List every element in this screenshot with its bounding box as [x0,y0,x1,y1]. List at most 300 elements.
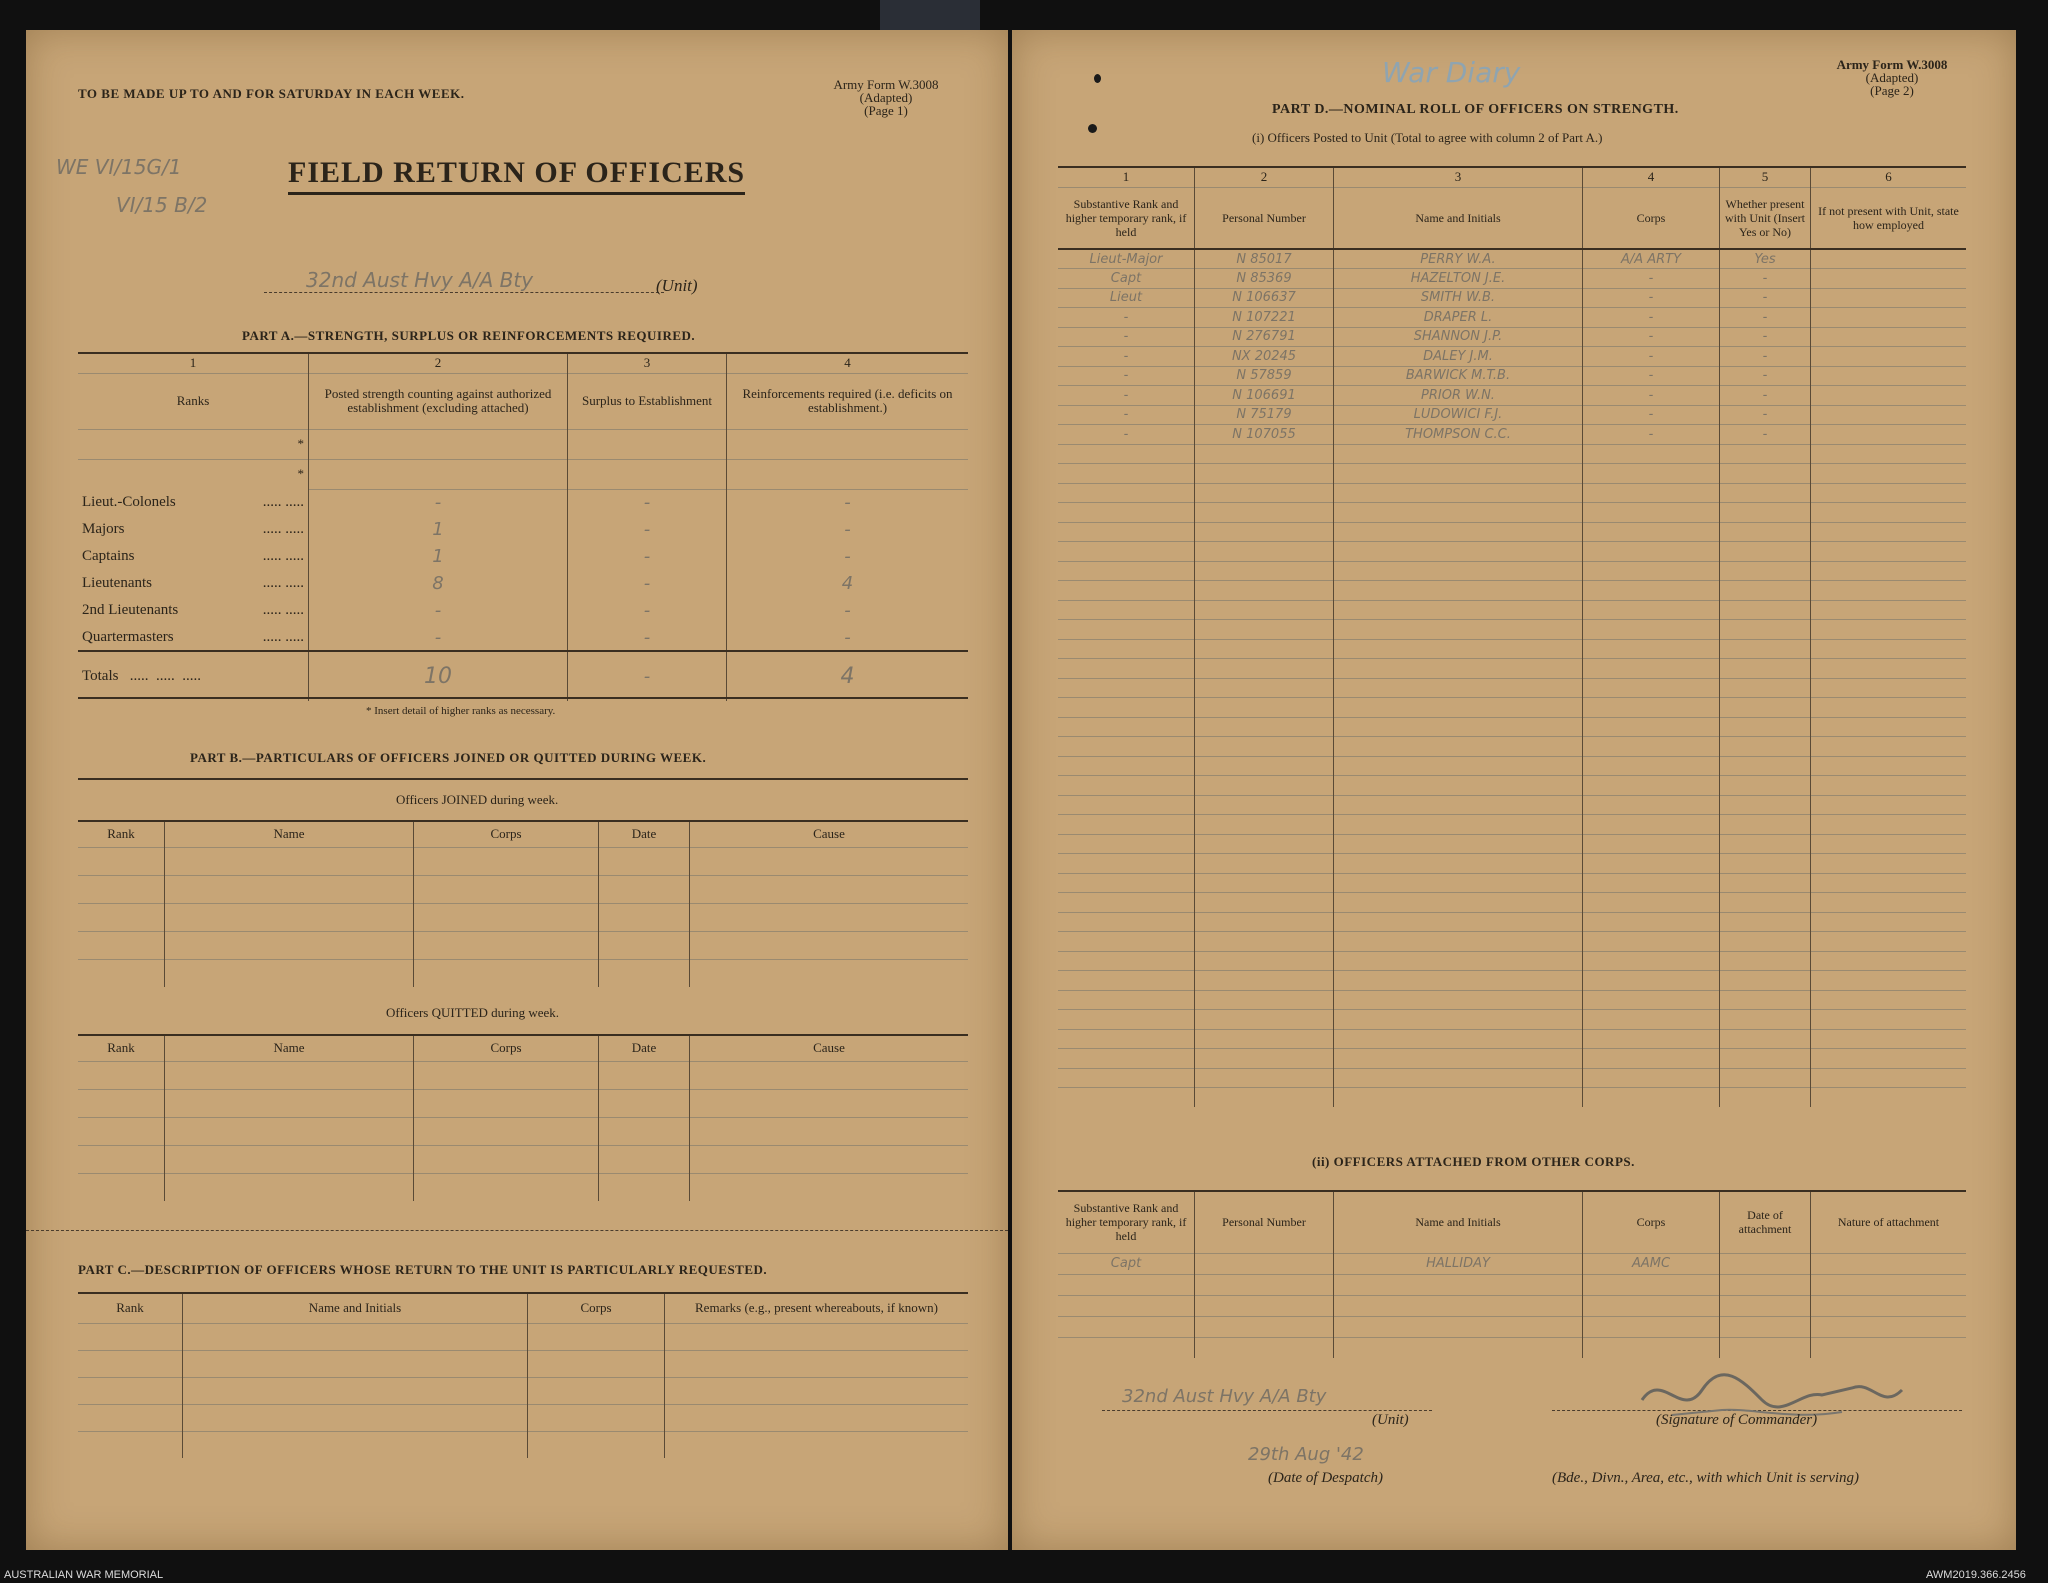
officer-present[interactable]: - [1720,269,1811,289]
attached-rank[interactable] [1058,1274,1195,1295]
officer-present[interactable] [1720,698,1811,718]
officer-number[interactable] [1195,678,1334,698]
officer-rank[interactable] [1058,795,1195,815]
officer-rank[interactable]: Lieut-Major [1058,249,1195,269]
officer-name[interactable] [1334,600,1583,620]
officer-rank[interactable]: - [1058,366,1195,386]
officer-name[interactable]: PRIOR W.N. [1334,386,1583,406]
officer-name[interactable] [1334,776,1583,796]
officer-number[interactable] [1195,542,1334,562]
officer-name[interactable] [1334,464,1583,484]
officer-rank[interactable] [1058,756,1195,776]
attached-name[interactable] [1334,1337,1583,1358]
officer-rank[interactable] [1058,1088,1195,1108]
officer-name[interactable] [1334,990,1583,1010]
table-cell[interactable] [78,1404,183,1431]
table-cell[interactable] [528,1350,665,1377]
officer-employed[interactable] [1811,600,1967,620]
officer-rank[interactable]: - [1058,308,1195,328]
officer-corps[interactable] [1583,503,1720,523]
table-cell[interactable] [599,1089,690,1117]
officer-name[interactable] [1334,854,1583,874]
officer-employed[interactable] [1811,542,1967,562]
officer-present[interactable] [1720,756,1811,776]
officer-present[interactable]: - [1720,366,1811,386]
attached-nature[interactable] [1811,1316,1967,1337]
officer-rank[interactable] [1058,698,1195,718]
officer-corps[interactable] [1583,1010,1720,1030]
attached-number[interactable] [1195,1253,1334,1274]
table-cell[interactable] [414,959,599,987]
attached-name[interactable] [1334,1316,1583,1337]
officer-name[interactable] [1334,717,1583,737]
table-cell[interactable] [690,1117,969,1145]
officer-rank[interactable] [1058,737,1195,757]
table-cell[interactable] [690,1061,969,1089]
officer-corps[interactable] [1583,893,1720,913]
officer-present[interactable]: - [1720,386,1811,406]
officer-corps[interactable]: - [1583,405,1720,425]
officer-number[interactable]: N 85369 [1195,269,1334,289]
officer-employed[interactable] [1811,854,1967,874]
officer-corps[interactable] [1583,756,1720,776]
officer-present[interactable] [1720,912,1811,932]
officer-corps[interactable] [1583,678,1720,698]
officer-corps[interactable] [1583,600,1720,620]
officer-rank[interactable]: Capt [1058,269,1195,289]
officer-number[interactable] [1195,659,1334,679]
table-cell[interactable] [414,1117,599,1145]
attached-corps[interactable] [1583,1337,1720,1358]
officer-number[interactable] [1195,444,1334,464]
officer-employed[interactable] [1811,951,1967,971]
table-cell[interactable] [690,875,969,903]
officer-present[interactable] [1720,795,1811,815]
officer-name[interactable] [1334,951,1583,971]
officer-rank[interactable]: - [1058,425,1195,445]
officer-rank[interactable] [1058,893,1195,913]
table-cell[interactable] [665,1404,969,1431]
officer-number[interactable] [1195,815,1334,835]
officer-number[interactable] [1195,639,1334,659]
officer-employed[interactable] [1811,834,1967,854]
officer-present[interactable]: - [1720,327,1811,347]
table-cell[interactable] [78,875,165,903]
officer-number[interactable] [1195,776,1334,796]
officer-rank[interactable] [1058,483,1195,503]
officer-number[interactable] [1195,756,1334,776]
officer-employed[interactable] [1811,269,1967,289]
officer-employed[interactable] [1811,776,1967,796]
officer-number[interactable] [1195,717,1334,737]
attached-date[interactable] [1720,1253,1811,1274]
officer-name[interactable] [1334,971,1583,991]
officer-rank[interactable] [1058,581,1195,601]
officer-employed[interactable] [1811,425,1967,445]
officer-name[interactable] [1334,581,1583,601]
officer-present[interactable] [1720,834,1811,854]
officer-number[interactable]: NX 20245 [1195,347,1334,367]
officer-present[interactable]: - [1720,405,1811,425]
table-cell[interactable] [183,1350,528,1377]
officer-name[interactable] [1334,659,1583,679]
officer-rank[interactable] [1058,776,1195,796]
table-cell[interactable] [690,1173,969,1201]
officer-number[interactable]: N 107055 [1195,425,1334,445]
officer-corps[interactable] [1583,854,1720,874]
officer-employed[interactable] [1811,717,1967,737]
officer-present[interactable] [1720,717,1811,737]
officer-corps[interactable]: - [1583,386,1720,406]
officer-corps[interactable] [1583,1049,1720,1069]
attached-name[interactable] [1334,1274,1583,1295]
officer-employed[interactable] [1811,483,1967,503]
table-cell[interactable] [690,1145,969,1173]
table-cell[interactable] [165,847,414,875]
attached-corps[interactable]: AAMC [1583,1253,1720,1274]
attached-number[interactable] [1195,1274,1334,1295]
officer-present[interactable] [1720,776,1811,796]
officer-number[interactable] [1195,1088,1334,1108]
officer-employed[interactable] [1811,366,1967,386]
officer-name[interactable]: HAZELTON J.E. [1334,269,1583,289]
officer-name[interactable]: SMITH W.B. [1334,288,1583,308]
attached-nature[interactable] [1811,1295,1967,1316]
officer-number[interactable]: N 106637 [1195,288,1334,308]
officer-present[interactable] [1720,990,1811,1010]
officer-present[interactable] [1720,581,1811,601]
officer-number[interactable]: N 57859 [1195,366,1334,386]
attached-corps[interactable] [1583,1295,1720,1316]
officer-corps[interactable]: - [1583,308,1720,328]
officer-number[interactable] [1195,912,1334,932]
attached-name[interactable]: HALLIDAY [1334,1253,1583,1274]
officer-rank[interactable] [1058,1068,1195,1088]
officer-rank[interactable] [1058,444,1195,464]
officer-present[interactable] [1720,522,1811,542]
table-cell[interactable] [165,1061,414,1089]
officer-employed[interactable] [1811,581,1967,601]
attached-corps[interactable] [1583,1274,1720,1295]
officer-rank[interactable] [1058,834,1195,854]
officer-rank[interactable] [1058,912,1195,932]
officer-present[interactable] [1720,483,1811,503]
table-cell[interactable] [690,903,969,931]
table-cell[interactable] [599,1173,690,1201]
officer-present[interactable]: - [1720,288,1811,308]
officer-employed[interactable] [1811,308,1967,328]
table-cell[interactable] [183,1404,528,1431]
officer-employed[interactable] [1811,659,1967,679]
table-cell[interactable] [78,1117,165,1145]
officer-present[interactable] [1720,1029,1811,1049]
table-cell[interactable] [528,1377,665,1404]
officer-employed[interactable] [1811,737,1967,757]
table-cell[interactable] [414,1061,599,1089]
officer-present[interactable] [1720,854,1811,874]
officer-rank[interactable] [1058,542,1195,562]
officer-employed[interactable] [1811,990,1967,1010]
officer-number[interactable] [1195,1010,1334,1030]
officer-corps[interactable] [1583,737,1720,757]
officer-rank[interactable] [1058,932,1195,952]
officer-employed[interactable] [1811,405,1967,425]
officer-name[interactable] [1334,698,1583,718]
table-cell[interactable] [78,847,165,875]
officer-corps[interactable]: - [1583,347,1720,367]
officer-name[interactable]: BARWICK M.T.B. [1334,366,1583,386]
officer-corps[interactable] [1583,834,1720,854]
officer-present[interactable] [1720,1088,1811,1108]
table-cell[interactable] [414,1145,599,1173]
table-cell[interactable] [165,959,414,987]
officer-name[interactable] [1334,1068,1583,1088]
officer-corps[interactable] [1583,1068,1720,1088]
officer-employed[interactable] [1811,795,1967,815]
officer-corps[interactable] [1583,581,1720,601]
officer-employed[interactable] [1811,386,1967,406]
officer-present[interactable]: Yes [1720,249,1811,269]
officer-corps[interactable] [1583,464,1720,484]
attached-number[interactable] [1195,1295,1334,1316]
officer-name[interactable] [1334,503,1583,523]
officer-present[interactable] [1720,542,1811,562]
officer-employed[interactable] [1811,1068,1967,1088]
officer-present[interactable] [1720,678,1811,698]
officer-corps[interactable]: - [1583,269,1720,289]
officer-employed[interactable] [1811,464,1967,484]
table-cell[interactable] [414,931,599,959]
table-cell[interactable] [599,1061,690,1089]
officer-present[interactable]: - [1720,347,1811,367]
officer-name[interactable] [1334,756,1583,776]
officer-present[interactable] [1720,659,1811,679]
officer-rank[interactable] [1058,639,1195,659]
officer-corps[interactable] [1583,795,1720,815]
officer-name[interactable]: DALEY J.M. [1334,347,1583,367]
officer-rank[interactable] [1058,971,1195,991]
officer-number[interactable] [1195,854,1334,874]
officer-present[interactable] [1720,639,1811,659]
officer-name[interactable] [1334,1010,1583,1030]
officer-employed[interactable] [1811,756,1967,776]
attached-nature[interactable] [1811,1274,1967,1295]
table-cell[interactable] [78,931,165,959]
table-cell[interactable] [599,903,690,931]
officer-rank[interactable] [1058,717,1195,737]
officer-rank[interactable]: - [1058,386,1195,406]
officer-present[interactable] [1720,932,1811,952]
officer-number[interactable]: N 85017 [1195,249,1334,269]
officer-employed[interactable] [1811,347,1967,367]
officer-present[interactable] [1720,893,1811,913]
table-cell[interactable] [599,875,690,903]
officer-present[interactable] [1720,971,1811,991]
officer-employed[interactable] [1811,1049,1967,1069]
officer-present[interactable] [1720,444,1811,464]
officer-rank[interactable] [1058,659,1195,679]
table-cell[interactable] [665,1431,969,1458]
attached-date[interactable] [1720,1274,1811,1295]
officer-number[interactable] [1195,893,1334,913]
officer-number[interactable] [1195,464,1334,484]
attached-rank[interactable] [1058,1337,1195,1358]
officer-number[interactable] [1195,873,1334,893]
officer-employed[interactable] [1811,932,1967,952]
table-cell[interactable] [528,1404,665,1431]
officer-name[interactable] [1334,1029,1583,1049]
officer-rank[interactable] [1058,620,1195,640]
officer-name[interactable] [1334,444,1583,464]
officer-present[interactable] [1720,737,1811,757]
table-cell[interactable] [690,847,969,875]
officer-name[interactable] [1334,542,1583,562]
officer-corps[interactable] [1583,971,1720,991]
officer-name[interactable] [1334,483,1583,503]
officer-employed[interactable] [1811,1029,1967,1049]
table-cell[interactable] [78,1431,183,1458]
officer-number[interactable] [1195,1029,1334,1049]
attached-nature[interactable] [1811,1253,1967,1274]
officer-name[interactable] [1334,522,1583,542]
officer-employed[interactable] [1811,327,1967,347]
officer-name[interactable] [1334,1088,1583,1108]
attached-rank[interactable]: Capt [1058,1253,1195,1274]
officer-number[interactable] [1195,951,1334,971]
table-cell[interactable] [183,1377,528,1404]
officer-employed[interactable] [1811,1088,1967,1108]
officer-name[interactable]: LUDOWICI F.J. [1334,405,1583,425]
officer-number[interactable] [1195,600,1334,620]
table-cell[interactable] [665,1323,969,1350]
table-cell[interactable] [690,959,969,987]
officer-corps[interactable] [1583,522,1720,542]
table-cell[interactable] [78,959,165,987]
table-cell[interactable] [414,1089,599,1117]
table-cell[interactable] [599,1117,690,1145]
officer-corps[interactable] [1583,932,1720,952]
officer-corps[interactable] [1583,698,1720,718]
officer-present[interactable] [1720,561,1811,581]
officer-name[interactable] [1334,912,1583,932]
officer-corps[interactable] [1583,873,1720,893]
table-cell[interactable] [165,1145,414,1173]
officer-number[interactable] [1195,971,1334,991]
officer-employed[interactable] [1811,561,1967,581]
officer-number[interactable] [1195,503,1334,523]
officer-present[interactable] [1720,620,1811,640]
officer-corps[interactable] [1583,912,1720,932]
officer-rank[interactable] [1058,1029,1195,1049]
attached-nature[interactable] [1811,1337,1967,1358]
officer-corps[interactable]: - [1583,288,1720,308]
attached-date[interactable] [1720,1316,1811,1337]
table-cell[interactable] [165,875,414,903]
officer-number[interactable]: N 276791 [1195,327,1334,347]
table-cell[interactable] [78,1089,165,1117]
officer-corps[interactable] [1583,1088,1720,1108]
officer-number[interactable]: N 75179 [1195,405,1334,425]
officer-corps[interactable] [1583,561,1720,581]
officer-number[interactable]: N 107221 [1195,308,1334,328]
officer-number[interactable] [1195,561,1334,581]
officer-present[interactable] [1720,464,1811,484]
table-cell[interactable] [690,1089,969,1117]
officer-number[interactable] [1195,737,1334,757]
officer-number[interactable] [1195,483,1334,503]
officer-present[interactable] [1720,503,1811,523]
officer-present[interactable] [1720,815,1811,835]
table-cell[interactable] [528,1323,665,1350]
officer-present[interactable] [1720,1010,1811,1030]
attached-date[interactable] [1720,1295,1811,1316]
officer-corps[interactable] [1583,717,1720,737]
officer-name[interactable] [1334,834,1583,854]
officer-name[interactable] [1334,932,1583,952]
table-cell[interactable] [599,847,690,875]
officer-present[interactable] [1720,1068,1811,1088]
officer-corps[interactable] [1583,444,1720,464]
table-cell[interactable] [414,847,599,875]
officer-present[interactable] [1720,951,1811,971]
table-cell[interactable] [78,1061,165,1089]
officer-number[interactable] [1195,581,1334,601]
officer-number[interactable] [1195,698,1334,718]
officer-present[interactable] [1720,600,1811,620]
officer-employed[interactable] [1811,639,1967,659]
officer-name[interactable] [1334,795,1583,815]
officer-number[interactable] [1195,522,1334,542]
table-cell[interactable] [414,903,599,931]
table-cell[interactable] [165,931,414,959]
officer-rank[interactable] [1058,854,1195,874]
officer-present[interactable] [1720,1049,1811,1069]
attached-date[interactable] [1720,1337,1811,1358]
officer-name[interactable]: DRAPER L. [1334,308,1583,328]
officer-employed[interactable] [1811,249,1967,269]
officer-employed[interactable] [1811,620,1967,640]
table-cell[interactable] [78,1350,183,1377]
officer-employed[interactable] [1811,503,1967,523]
officer-employed[interactable] [1811,522,1967,542]
officer-name[interactable]: THOMPSON C.C. [1334,425,1583,445]
officer-corps[interactable] [1583,639,1720,659]
officer-name[interactable] [1334,873,1583,893]
officer-present[interactable] [1720,873,1811,893]
officer-employed[interactable] [1811,288,1967,308]
officer-employed[interactable] [1811,678,1967,698]
attached-number[interactable] [1195,1316,1334,1337]
officer-rank[interactable] [1058,678,1195,698]
table-cell[interactable] [165,903,414,931]
table-cell[interactable] [528,1431,665,1458]
officer-rank[interactable] [1058,951,1195,971]
officer-number[interactable] [1195,834,1334,854]
officer-corps[interactable]: - [1583,366,1720,386]
officer-name[interactable]: SHANNON J.P. [1334,327,1583,347]
officer-corps[interactable]: A/A ARTY [1583,249,1720,269]
officer-corps[interactable] [1583,542,1720,562]
officer-rank[interactable] [1058,561,1195,581]
attached-number[interactable] [1195,1337,1334,1358]
officer-rank[interactable]: Lieut [1058,288,1195,308]
officer-rank[interactable] [1058,873,1195,893]
table-cell[interactable] [414,1173,599,1201]
officer-number[interactable] [1195,795,1334,815]
table-cell[interactable] [690,931,969,959]
officer-name[interactable] [1334,893,1583,913]
officer-rank[interactable]: - [1058,327,1195,347]
